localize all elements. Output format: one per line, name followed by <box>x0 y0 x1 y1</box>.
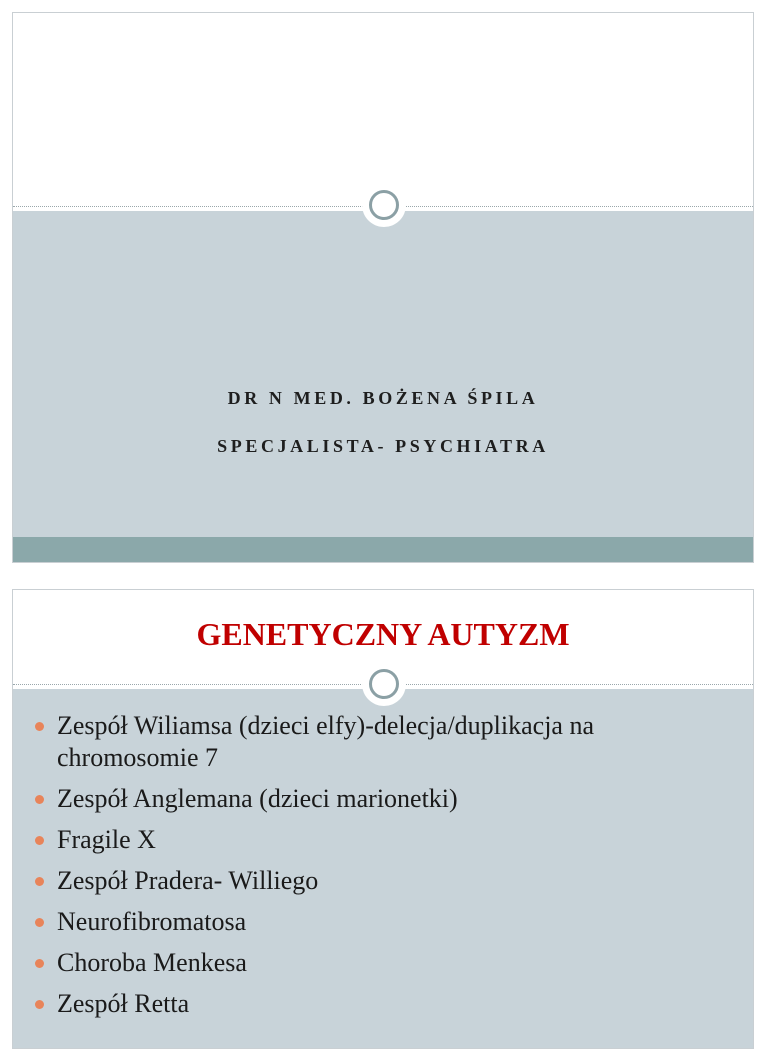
slide-title <box>12 12 754 563</box>
slide-heading: GENETYCZNY AUTYZM <box>196 616 570 652</box>
bullet-dot-icon <box>35 836 44 845</box>
list-item <box>33 947 739 979</box>
list-item-text: Neurofibromatosa <box>57 907 247 936</box>
list-item-text: Zespół Retta <box>57 989 190 1018</box>
author-name: DR N MED. BOŻENA ŚPILA <box>227 388 539 408</box>
list-item <box>33 988 739 1020</box>
bullet-dot-icon <box>35 722 44 731</box>
slide-body-panel <box>13 211 753 537</box>
list-item <box>33 865 739 897</box>
author-role: SPECJALISTA- PSYCHIATRA <box>217 436 549 456</box>
list-item <box>33 824 739 856</box>
ring-icon <box>362 662 406 706</box>
list-item <box>33 783 739 815</box>
bullet-dot-icon <box>35 1000 44 1009</box>
list-item-text: Zespół Anglemana (dzieci marionetki) <box>57 784 458 813</box>
slide-genetic-autism <box>12 589 754 1049</box>
bullet-dot-icon <box>35 959 44 968</box>
list-item-text: Fragile X <box>57 825 156 854</box>
bullet-list <box>33 710 739 1029</box>
ring-icon <box>362 183 406 227</box>
list-item-text: Zespół Wiliamsa (dzieci elfy)-delecja/duplikacja na chromosomie 7 <box>57 711 595 772</box>
bullet-dot-icon <box>35 918 44 927</box>
bullet-dot-icon <box>35 877 44 886</box>
slide-footer-strip <box>13 537 753 563</box>
list-item-text: Choroba Menkesa <box>57 948 247 977</box>
list-item <box>33 906 739 938</box>
bullet-dot-icon <box>35 795 44 804</box>
list-item-text: Zespół Pradera- Williego <box>57 866 319 895</box>
list-item <box>33 710 739 774</box>
